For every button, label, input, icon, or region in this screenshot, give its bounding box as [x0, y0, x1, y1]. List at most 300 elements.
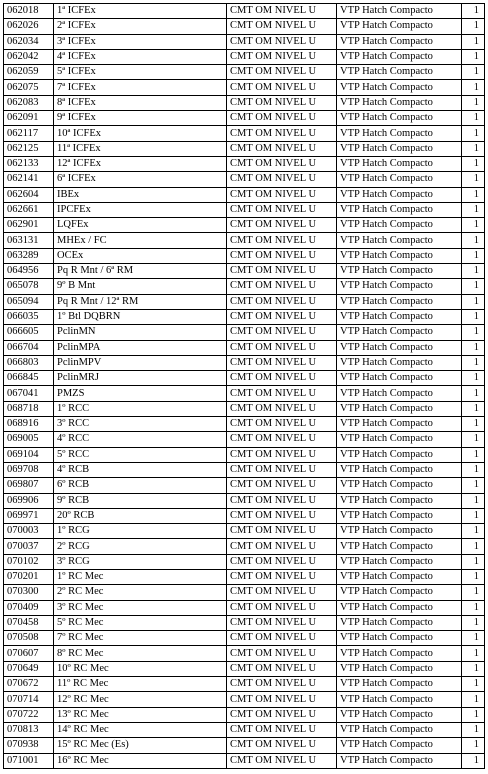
vehicle-cell: VTP Hatch Compacto [337, 355, 462, 370]
vehicle-cell: VTP Hatch Compacto [337, 661, 462, 676]
unit-cell: 4º RCC [54, 432, 227, 447]
position-cell: CMT OM NIVEL U [227, 355, 337, 370]
position-cell: CMT OM NIVEL U [227, 738, 337, 753]
position-cell: CMT OM NIVEL U [227, 218, 337, 233]
quantity-cell: 1 [462, 309, 485, 324]
table-row [4, 141, 485, 156]
table-row [4, 738, 485, 753]
vehicle-cell: VTP Hatch Compacto [337, 325, 462, 340]
table-row [4, 80, 485, 95]
quantity-cell: 1 [462, 355, 485, 370]
position-cell: CMT OM NIVEL U [227, 80, 337, 95]
unit-cell: 8º RC Mec [54, 646, 227, 661]
unit-cell: PclinMPA [54, 340, 227, 355]
table-body [4, 4, 485, 769]
table-row [4, 539, 485, 554]
quantity-cell: 1 [462, 753, 485, 768]
unit-cell: 7º RC Mec [54, 631, 227, 646]
quantity-cell: 1 [462, 462, 485, 477]
code-cell: 062117 [4, 126, 54, 141]
quantity-cell: 1 [462, 661, 485, 676]
vehicle-cell: VTP Hatch Compacto [337, 279, 462, 294]
unit-cell: 3ª ICFEx [54, 34, 227, 49]
vehicle-cell: VTP Hatch Compacto [337, 447, 462, 462]
quantity-cell: 1 [462, 141, 485, 156]
table-row [4, 355, 485, 370]
position-cell: CMT OM NIVEL U [227, 325, 337, 340]
code-cell: 070409 [4, 600, 54, 615]
position-cell: CMT OM NIVEL U [227, 493, 337, 508]
unit-cell: 16º RC Mec [54, 753, 227, 768]
code-cell: 065094 [4, 294, 54, 309]
position-cell: CMT OM NIVEL U [227, 4, 337, 19]
unit-cell: OCEx [54, 248, 227, 263]
quantity-cell: 1 [462, 19, 485, 34]
unit-cell: 15º RC Mec (Es) [54, 738, 227, 753]
vehicle-cell: VTP Hatch Compacto [337, 524, 462, 539]
quantity-cell: 1 [462, 401, 485, 416]
quantity-cell: 1 [462, 738, 485, 753]
quantity-cell: 1 [462, 202, 485, 217]
vehicle-cell: VTP Hatch Compacto [337, 340, 462, 355]
table-row [4, 677, 485, 692]
position-cell: CMT OM NIVEL U [227, 264, 337, 279]
unit-cell: 3º RC Mec [54, 600, 227, 615]
position-cell: CMT OM NIVEL U [227, 524, 337, 539]
position-cell: CMT OM NIVEL U [227, 126, 337, 141]
vehicle-cell: VTP Hatch Compacto [337, 248, 462, 263]
code-cell: 062042 [4, 49, 54, 64]
vehicle-cell: VTP Hatch Compacto [337, 218, 462, 233]
quantity-cell: 1 [462, 248, 485, 263]
table-row [4, 264, 485, 279]
table-row [4, 233, 485, 248]
vehicle-cell: VTP Hatch Compacto [337, 692, 462, 707]
quantity-cell: 1 [462, 233, 485, 248]
table-row [4, 462, 485, 477]
position-cell: CMT OM NIVEL U [227, 462, 337, 477]
table-row [4, 4, 485, 19]
vehicle-cell: VTP Hatch Compacto [337, 49, 462, 64]
code-cell: 070813 [4, 722, 54, 737]
vehicle-cell: VTP Hatch Compacto [337, 202, 462, 217]
position-cell: CMT OM NIVEL U [227, 172, 337, 187]
unit-cell: 9ª ICFEx [54, 111, 227, 126]
code-cell: 066803 [4, 355, 54, 370]
table-row [4, 156, 485, 171]
table-row [4, 279, 485, 294]
table-row [4, 585, 485, 600]
position-cell: CMT OM NIVEL U [227, 401, 337, 416]
unit-cell: 1ª ICFEx [54, 4, 227, 19]
unit-cell: 11º RC Mec [54, 677, 227, 692]
unit-cell: 9º RCB [54, 493, 227, 508]
code-cell: 068718 [4, 401, 54, 416]
table-row [4, 615, 485, 630]
position-cell: CMT OM NIVEL U [227, 279, 337, 294]
position-cell: CMT OM NIVEL U [227, 19, 337, 34]
table-row [4, 600, 485, 615]
vehicle-cell: VTP Hatch Compacto [337, 126, 462, 141]
code-cell: 062901 [4, 218, 54, 233]
code-cell: 070201 [4, 569, 54, 584]
unit-cell: 11ª ICFEx [54, 141, 227, 156]
unit-cell: Pq R Mnt / 12ª RM [54, 294, 227, 309]
quantity-cell: 1 [462, 677, 485, 692]
vehicle-cell: VTP Hatch Compacto [337, 646, 462, 661]
unit-cell: IPCFEx [54, 202, 227, 217]
vehicle-cell: VTP Hatch Compacto [337, 309, 462, 324]
vehicle-cell: VTP Hatch Compacto [337, 432, 462, 447]
table-row [4, 646, 485, 661]
quantity-cell: 1 [462, 615, 485, 630]
code-cell: 062026 [4, 19, 54, 34]
table-row [4, 661, 485, 676]
table-row [4, 401, 485, 416]
code-cell: 067041 [4, 386, 54, 401]
table-row [4, 447, 485, 462]
vehicle-cell: VTP Hatch Compacto [337, 401, 462, 416]
quantity-cell: 1 [462, 49, 485, 64]
position-cell: CMT OM NIVEL U [227, 692, 337, 707]
quantity-cell: 1 [462, 111, 485, 126]
code-cell: 071001 [4, 753, 54, 768]
code-cell: 070649 [4, 661, 54, 676]
unit-cell: MHEx / FC [54, 233, 227, 248]
vehicle-cell: VTP Hatch Compacto [337, 233, 462, 248]
table-row [4, 187, 485, 202]
unit-cell: Pq R Mnt / 6ª RM [54, 264, 227, 279]
quantity-cell: 1 [462, 218, 485, 233]
unit-cell: IBEx [54, 187, 227, 202]
quantity-cell: 1 [462, 95, 485, 110]
vehicle-cell: VTP Hatch Compacto [337, 631, 462, 646]
code-cell: 062083 [4, 95, 54, 110]
position-cell: CMT OM NIVEL U [227, 707, 337, 722]
unit-cell: 8ª ICFEx [54, 95, 227, 110]
vehicle-cell: VTP Hatch Compacto [337, 111, 462, 126]
position-cell: CMT OM NIVEL U [227, 585, 337, 600]
code-cell: 070714 [4, 692, 54, 707]
table-row [4, 554, 485, 569]
vehicle-cell: VTP Hatch Compacto [337, 569, 462, 584]
table-row [4, 692, 485, 707]
table-row [4, 126, 485, 141]
vehicle-cell: VTP Hatch Compacto [337, 4, 462, 19]
unit-cell: 12º RC Mec [54, 692, 227, 707]
code-cell: 064956 [4, 264, 54, 279]
code-cell: 066845 [4, 371, 54, 386]
vehicle-cell: VTP Hatch Compacto [337, 156, 462, 171]
unit-cell: 20º RCB [54, 508, 227, 523]
position-cell: CMT OM NIVEL U [227, 432, 337, 447]
table-row [4, 722, 485, 737]
unit-cell: 3º RCG [54, 554, 227, 569]
vehicle-cell: VTP Hatch Compacto [337, 264, 462, 279]
quantity-cell: 1 [462, 156, 485, 171]
vehicle-cell: VTP Hatch Compacto [337, 294, 462, 309]
table-row [4, 294, 485, 309]
vehicle-cell: VTP Hatch Compacto [337, 600, 462, 615]
position-cell: CMT OM NIVEL U [227, 309, 337, 324]
position-cell: CMT OM NIVEL U [227, 294, 337, 309]
position-cell: CMT OM NIVEL U [227, 233, 337, 248]
table-row [4, 95, 485, 110]
table-row [4, 508, 485, 523]
position-cell: CMT OM NIVEL U [227, 156, 337, 171]
code-cell: 062661 [4, 202, 54, 217]
table-row [4, 248, 485, 263]
code-cell: 063131 [4, 233, 54, 248]
quantity-cell: 1 [462, 172, 485, 187]
vehicle-cell: VTP Hatch Compacto [337, 141, 462, 156]
unit-cell: PclinMPV [54, 355, 227, 370]
unit-cell: 10º RC Mec [54, 661, 227, 676]
position-cell: CMT OM NIVEL U [227, 187, 337, 202]
table-row [4, 493, 485, 508]
code-cell: 065078 [4, 279, 54, 294]
table-row [4, 65, 485, 80]
quantity-cell: 1 [462, 600, 485, 615]
code-cell: 069708 [4, 462, 54, 477]
quantity-cell: 1 [462, 539, 485, 554]
table-row [4, 309, 485, 324]
code-cell: 070508 [4, 631, 54, 646]
position-cell: CMT OM NIVEL U [227, 722, 337, 737]
table-row [4, 340, 485, 355]
code-cell: 062091 [4, 111, 54, 126]
position-cell: CMT OM NIVEL U [227, 677, 337, 692]
quantity-cell: 1 [462, 524, 485, 539]
quantity-cell: 1 [462, 371, 485, 386]
quantity-cell: 1 [462, 722, 485, 737]
vehicle-cell: VTP Hatch Compacto [337, 539, 462, 554]
position-cell: CMT OM NIVEL U [227, 371, 337, 386]
code-cell: 066035 [4, 309, 54, 324]
vehicle-cell: VTP Hatch Compacto [337, 19, 462, 34]
code-cell: 062133 [4, 156, 54, 171]
table-row [4, 34, 485, 49]
code-cell: 062141 [4, 172, 54, 187]
quantity-cell: 1 [462, 646, 485, 661]
code-cell: 070607 [4, 646, 54, 661]
vehicle-cell: VTP Hatch Compacto [337, 554, 462, 569]
code-cell: 062059 [4, 65, 54, 80]
quantity-cell: 1 [462, 4, 485, 19]
table-row [4, 478, 485, 493]
table-row [4, 631, 485, 646]
quantity-cell: 1 [462, 447, 485, 462]
position-cell: CMT OM NIVEL U [227, 600, 337, 615]
quantity-cell: 1 [462, 554, 485, 569]
unit-cell: 1º Btl DQBRN [54, 309, 227, 324]
quantity-cell: 1 [462, 493, 485, 508]
quantity-cell: 1 [462, 34, 485, 49]
code-cell: 069971 [4, 508, 54, 523]
vehicle-cell: VTP Hatch Compacto [337, 417, 462, 432]
vehicle-cell: VTP Hatch Compacto [337, 493, 462, 508]
vehicle-cell: VTP Hatch Compacto [337, 738, 462, 753]
quantity-cell: 1 [462, 692, 485, 707]
code-cell: 063289 [4, 248, 54, 263]
vehicle-cell: VTP Hatch Compacto [337, 80, 462, 95]
table-row [4, 202, 485, 217]
table-row [4, 111, 485, 126]
vehicle-cell: VTP Hatch Compacto [337, 707, 462, 722]
table-row [4, 417, 485, 432]
table-row [4, 49, 485, 64]
table-row [4, 432, 485, 447]
code-cell: 069104 [4, 447, 54, 462]
quantity-cell: 1 [462, 65, 485, 80]
quantity-cell: 1 [462, 80, 485, 95]
quantity-cell: 1 [462, 340, 485, 355]
vehicle-cell: VTP Hatch Compacto [337, 722, 462, 737]
vehicle-cell: VTP Hatch Compacto [337, 386, 462, 401]
code-cell: 062604 [4, 187, 54, 202]
code-cell: 070037 [4, 539, 54, 554]
code-cell: 068916 [4, 417, 54, 432]
vehicle-cell: VTP Hatch Compacto [337, 371, 462, 386]
position-cell: CMT OM NIVEL U [227, 569, 337, 584]
code-cell: 070938 [4, 738, 54, 753]
vehicle-cell: VTP Hatch Compacto [337, 65, 462, 80]
code-cell: 070722 [4, 707, 54, 722]
code-cell: 070102 [4, 554, 54, 569]
code-cell: 070003 [4, 524, 54, 539]
unit-cell: 14º RC Mec [54, 722, 227, 737]
code-cell: 070458 [4, 615, 54, 630]
position-cell: CMT OM NIVEL U [227, 753, 337, 768]
table-row [4, 172, 485, 187]
quantity-cell: 1 [462, 417, 485, 432]
position-cell: CMT OM NIVEL U [227, 478, 337, 493]
position-cell: CMT OM NIVEL U [227, 65, 337, 80]
code-cell: 069005 [4, 432, 54, 447]
unit-cell: PclinMRJ [54, 371, 227, 386]
quantity-cell: 1 [462, 386, 485, 401]
document-table [3, 3, 485, 769]
table-row [4, 218, 485, 233]
unit-cell: 2ª ICFEx [54, 19, 227, 34]
unit-cell: 4º RCB [54, 462, 227, 477]
position-cell: CMT OM NIVEL U [227, 95, 337, 110]
position-cell: CMT OM NIVEL U [227, 447, 337, 462]
quantity-cell: 1 [462, 264, 485, 279]
quantity-cell: 1 [462, 569, 485, 584]
code-cell: 062018 [4, 4, 54, 19]
quantity-cell: 1 [462, 631, 485, 646]
unit-cell: 1º RCG [54, 524, 227, 539]
position-cell: CMT OM NIVEL U [227, 417, 337, 432]
unit-cell: 5ª ICFEx [54, 65, 227, 80]
quantity-cell: 1 [462, 478, 485, 493]
unit-cell: 9º B Mnt [54, 279, 227, 294]
vehicle-cell: VTP Hatch Compacto [337, 753, 462, 768]
position-cell: CMT OM NIVEL U [227, 34, 337, 49]
table-row [4, 19, 485, 34]
position-cell: CMT OM NIVEL U [227, 646, 337, 661]
position-cell: CMT OM NIVEL U [227, 49, 337, 64]
quantity-cell: 1 [462, 126, 485, 141]
code-cell: 062034 [4, 34, 54, 49]
unit-cell: 6º RCB [54, 478, 227, 493]
quantity-cell: 1 [462, 325, 485, 340]
unit-cell: 3º RCC [54, 417, 227, 432]
unit-cell: 13º RC Mec [54, 707, 227, 722]
position-cell: CMT OM NIVEL U [227, 202, 337, 217]
unit-cell: PMZS [54, 386, 227, 401]
table-row [4, 386, 485, 401]
unit-cell: 2º RC Mec [54, 585, 227, 600]
vehicle-cell: VTP Hatch Compacto [337, 95, 462, 110]
table-row [4, 707, 485, 722]
unit-cell: 1º RC Mec [54, 569, 227, 584]
code-cell: 069807 [4, 478, 54, 493]
vehicle-cell: VTP Hatch Compacto [337, 172, 462, 187]
table-row [4, 753, 485, 768]
code-cell: 066704 [4, 340, 54, 355]
quantity-cell: 1 [462, 187, 485, 202]
code-cell: 069906 [4, 493, 54, 508]
vehicle-cell: VTP Hatch Compacto [337, 462, 462, 477]
code-cell: 062075 [4, 80, 54, 95]
vehicle-cell: VTP Hatch Compacto [337, 187, 462, 202]
position-cell: CMT OM NIVEL U [227, 386, 337, 401]
vehicle-cell: VTP Hatch Compacto [337, 585, 462, 600]
position-cell: CMT OM NIVEL U [227, 248, 337, 263]
unit-cell: 5º RCC [54, 447, 227, 462]
position-cell: CMT OM NIVEL U [227, 615, 337, 630]
vehicle-cell: VTP Hatch Compacto [337, 478, 462, 493]
position-cell: CMT OM NIVEL U [227, 539, 337, 554]
code-cell: 062125 [4, 141, 54, 156]
position-cell: CMT OM NIVEL U [227, 508, 337, 523]
code-cell: 066605 [4, 325, 54, 340]
vehicle-cell: VTP Hatch Compacto [337, 677, 462, 692]
position-cell: CMT OM NIVEL U [227, 554, 337, 569]
code-cell: 070300 [4, 585, 54, 600]
table-row [4, 524, 485, 539]
quantity-cell: 1 [462, 585, 485, 600]
code-cell: 070672 [4, 677, 54, 692]
table-row [4, 569, 485, 584]
unit-cell: 1º RCC [54, 401, 227, 416]
unit-cell: 4ª ICFEx [54, 49, 227, 64]
vehicle-cell: VTP Hatch Compacto [337, 615, 462, 630]
quantity-cell: 1 [462, 707, 485, 722]
quantity-cell: 1 [462, 279, 485, 294]
position-cell: CMT OM NIVEL U [227, 111, 337, 126]
quantity-cell: 1 [462, 508, 485, 523]
unit-cell: 6ª ICFEx [54, 172, 227, 187]
unit-cell: 2º RCG [54, 539, 227, 554]
unit-cell: 7ª ICFEx [54, 80, 227, 95]
vehicle-cell: VTP Hatch Compacto [337, 34, 462, 49]
table-row [4, 371, 485, 386]
unit-cell: 5º RC Mec [54, 615, 227, 630]
quantity-cell: 1 [462, 432, 485, 447]
position-cell: CMT OM NIVEL U [227, 661, 337, 676]
vehicle-cell: VTP Hatch Compacto [337, 508, 462, 523]
quantity-cell: 1 [462, 294, 485, 309]
table-row [4, 325, 485, 340]
unit-cell: LQFEx [54, 218, 227, 233]
position-cell: CMT OM NIVEL U [227, 340, 337, 355]
unit-cell: PclinMN [54, 325, 227, 340]
position-cell: CMT OM NIVEL U [227, 141, 337, 156]
position-cell: CMT OM NIVEL U [227, 631, 337, 646]
